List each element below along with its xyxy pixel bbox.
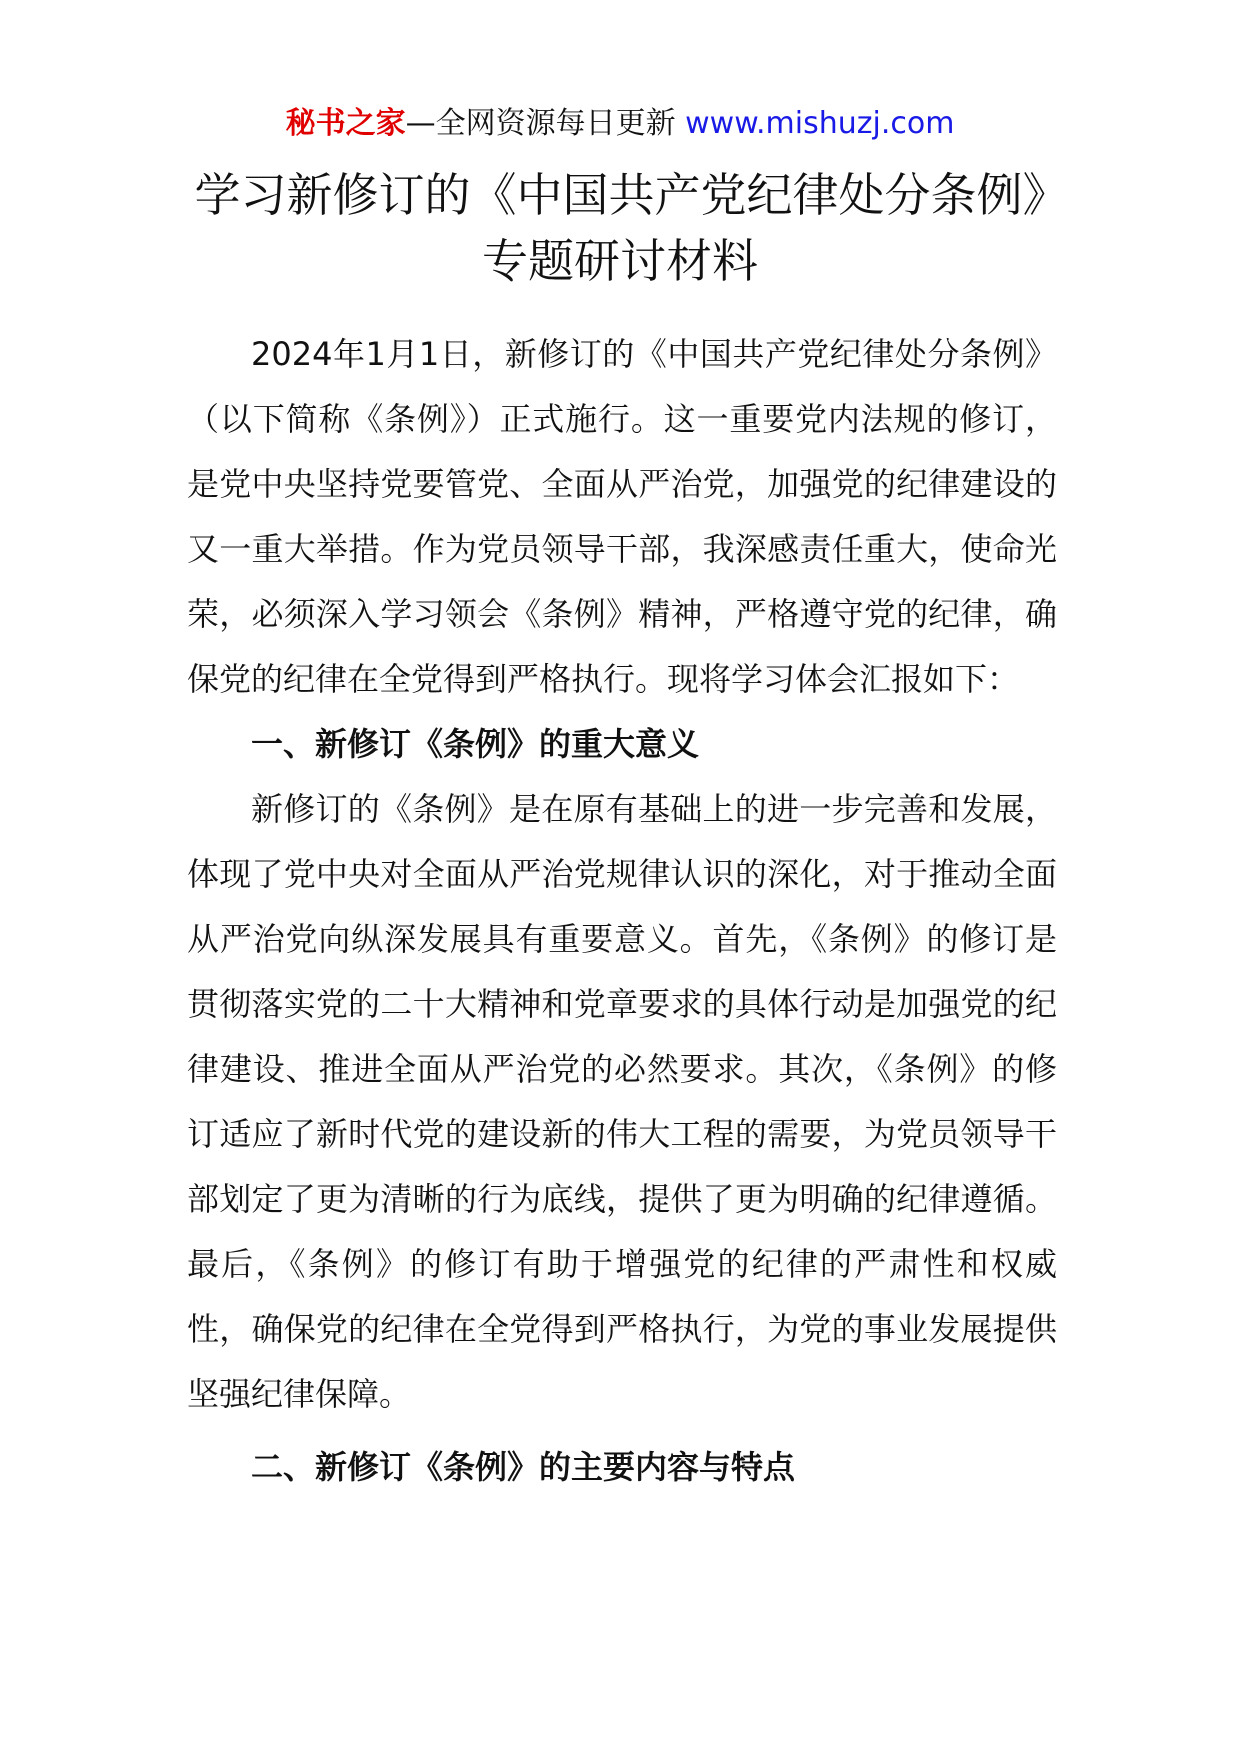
- section-2-heading: 二、新修订《条例》的主要内容与特点: [251, 1448, 796, 1486]
- document-title: 学习新修订的《中国共产党纪律处分条例》专题研讨材料: [194, 168, 1046, 288]
- intro-paragraph: 2024年1月1日，新修订的《中国共产党纪律处分条例》（以下简称《条例》）正式施行。这一重要党内法规的修订，是党中央坚持党要管党、全面从严治党，加强党的纪律建设的又一重大举措。作为党员领导干部，我深感责任重大，使命光荣，必须深入学习领会《条例》精神，严格遵守党的纪律，确保党的纪律在全党得到严格执行。现将学习体会汇报如下：: [187, 335, 1057, 698]
- site-url: www.mishuzj.com: [685, 106, 955, 141]
- document-body: [187, 322, 1057, 1500]
- header-tagline: —全网资源每日更新: [405, 106, 676, 141]
- site-header: [0, 104, 1240, 144]
- section-1-paragraph: 新修订的《条例》是在原有基础上的进一步完善和发展，体现了党中央对全面从严治党规律认识的深化，对于推动全面从严治党向纵深发展具有重要意义。首先，《条例》的修订是贯彻落实党的二十大精神和党章要求的具体行动是加强党的纪律建设、推进全面从严治党的必然要求。其次，《条例》的修订适应了新时代党的建设新的伟大工程的需要，为党员领导干部划定了更为清晰的行为底线，提供了更为明确的纪律遵循。最后，《条例》的修订有助于增强党的纪律的严肃性和权威性，确保党的纪律在全党得到严格执行，为党的事业发展提供坚强纪律保障。: [187, 790, 1057, 1413]
- brand-name: 秘书之家: [285, 106, 406, 141]
- section-1-heading: 一、新修订《条例》的重大意义: [251, 725, 700, 763]
